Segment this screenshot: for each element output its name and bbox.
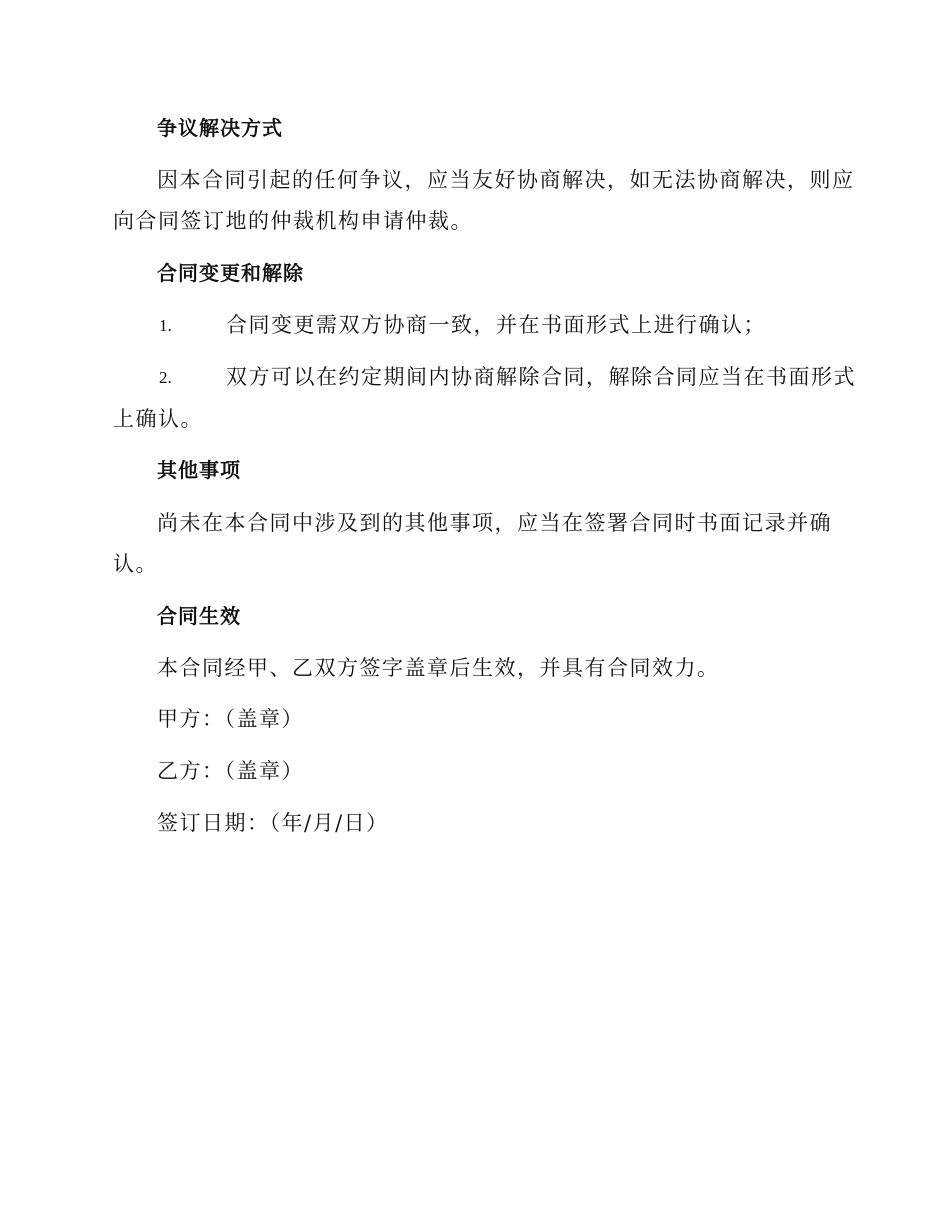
section-heading-effectiveness: 合同生效: [157, 604, 241, 628]
paragraph-line: 本合同经甲、乙双方签字盖章后生效，并具有合同效力。: [157, 656, 720, 680]
paragraph-line: 认。: [113, 552, 158, 576]
signature-party-a: 甲方：（盖章）: [157, 707, 304, 731]
paragraph-line: 因本合同引起的任何争议，应当友好协商解决，如无法协商解决，则应: [157, 168, 855, 192]
signature-date: 签订日期：（年/月/日）: [157, 811, 389, 835]
section-heading-other-matters: 其他事项: [157, 458, 241, 482]
paragraph-line: 尚未在本合同中涉及到的其他事项，应当在签署合同时书面记录并确: [157, 511, 832, 535]
list-item-text: 合同变更需双方协商一致，并在书面形式上进行确认；: [226, 313, 766, 337]
paragraph-line: 向合同签订地的仲裁机构申请仲裁。: [113, 209, 473, 233]
list-item-text: 双方可以在约定期间内协商解除合同，解除合同应当在书面形式: [226, 365, 856, 389]
section-heading-dispute-resolution: 争议解决方式: [157, 116, 283, 140]
signature-party-b: 乙方：（盖章）: [157, 759, 304, 783]
list-item-number: 2.: [159, 368, 172, 387]
list-item-number: 1.: [159, 316, 172, 335]
list-item-text: 上确认。: [113, 407, 203, 431]
section-heading-contract-change: 合同变更和解除: [157, 261, 304, 285]
